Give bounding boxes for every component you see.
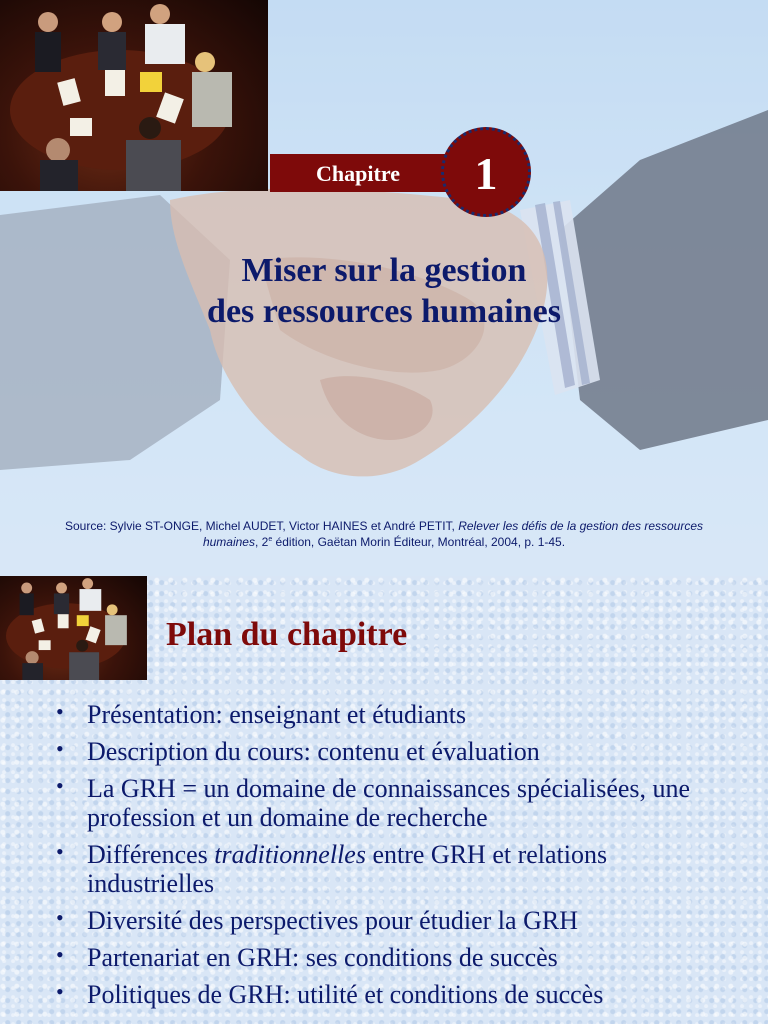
list-item-text-italic: traditionnelles [214,840,366,869]
source-citation [60,520,708,549]
list-item-text: Politiques de GRH: utilité et conditions de succès [87,980,604,1009]
chapter-number-badge: 1 [441,127,531,217]
bullet-icon: • [56,905,64,930]
outline-title: Plan du chapitre [166,616,408,653]
list-item [56,737,736,766]
list-item-text-start: Différences [87,840,215,869]
list-item-text: Diversité des perspectives pour étudier la GRH [87,906,578,935]
meeting-photo-small [0,576,147,680]
bullet-icon: • [56,979,64,1004]
bullet-icon: • [56,699,64,724]
list-item-text: Description du cours: contenu et évaluation [87,737,540,766]
source-edition: , 2 [254,535,269,549]
title-line-2: des ressources humaines [207,293,561,330]
list-item [56,774,736,832]
outline-list [56,700,736,1017]
source-book-title: Relever les défis de la gestion des ressources humaines [202,519,704,549]
title-line-1: Miser sur la gestion [241,252,527,289]
meeting-photo [0,0,268,191]
list-item-text-end: entre GRH et relations industrielles [87,840,608,898]
chapter-label: Chapitre [316,161,400,186]
bullet-icon: • [56,736,64,761]
slide-title [84,250,684,332]
bullet-icon: • [56,773,64,798]
list-item-text: Partenariat en GRH: ses conditions de succès [87,943,558,972]
bullet-icon: • [56,839,64,864]
list-item-text: Présentation: enseignant et étudiants [87,700,467,729]
list-item-text: La GRH = un domaine de connaissances spécialisées, une profession et un domaine de recherche [87,774,691,832]
list-item [56,980,736,1009]
list-item [56,906,736,935]
source-prefix: Source: Sylvie ST-ONGE, Michel AUDET, Victor HAINES et André PETIT, [64,519,459,533]
source-edition-sup: e [268,536,273,543]
source-suffix: édition, Gaëtan Morin Éditeur, Montréal, 2004, p. 1-45. [272,535,566,549]
list-item [56,700,736,729]
list-item [56,840,736,898]
bullet-icon: • [56,942,64,967]
list-item [56,943,736,972]
